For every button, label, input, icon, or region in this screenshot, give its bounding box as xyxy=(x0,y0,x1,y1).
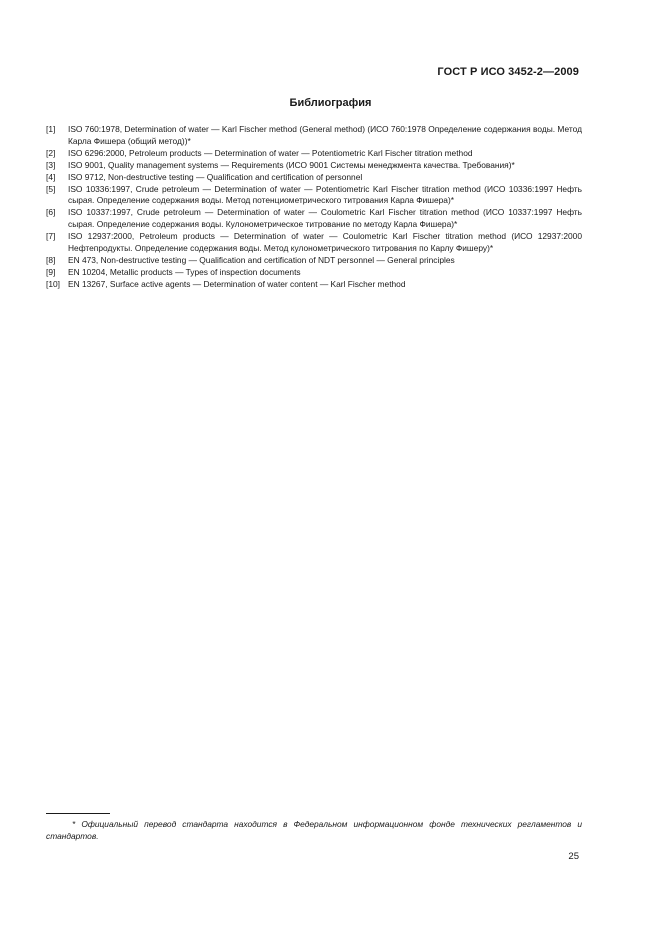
reference-number: [5] xyxy=(46,183,56,194)
page-title: Библиография xyxy=(289,97,372,109)
footnote: * Официальный перевод стандарта находится в Федеральном информационном фонде технических регламентов и стандартов. xyxy=(46,819,582,841)
page-number: 25 xyxy=(568,851,579,862)
reference-number: [1] xyxy=(46,124,56,134)
reference-item xyxy=(46,255,582,267)
reference-text: EN 473, Non-destructive testing — Qualification and certification of NDT personnel — General principles xyxy=(68,254,455,265)
reference-item xyxy=(46,184,582,208)
reference-item xyxy=(46,124,582,148)
reference-text: ISO 9001, Quality management systems — Requirements (ИСО 9001 Системы менеджмента качества. Требования)* xyxy=(68,159,515,170)
reference-text: EN 13267, Surface active agents — Determination of water content — Karl Fischer method xyxy=(68,278,406,289)
reference-text: EN 10204, Metallic products — Types of inspection documents xyxy=(68,266,301,277)
reference-list xyxy=(46,124,582,291)
reference-number: [6] xyxy=(46,207,56,218)
reference-number: [3] xyxy=(46,159,56,170)
reference-item xyxy=(46,231,582,255)
reference-text: ISO 6296:2000, Petroleum products — Determination of water — Potentiometric Karl Fischer titration method xyxy=(68,147,473,158)
reference-item xyxy=(46,160,582,172)
reference-number: [8] xyxy=(46,254,56,265)
reference-text: ISO 10337:1997, Crude petroleum — Determination of water — Coulometric Karl Fischer titration method (ИСО 10337:1997 Нефть сырая. Определение содержания воды. Кулонометрическое титрование по методу Карла Фишера)* xyxy=(68,207,582,230)
reference-number: [4] xyxy=(46,171,56,182)
reference-text: ISO 9712, Non-destructive testing — Qualification and certification of personnel xyxy=(68,171,363,182)
reference-number: [9] xyxy=(46,266,56,277)
reference-item xyxy=(46,279,582,291)
document-header: ГОСТ Р ИСО 3452-2—2009 xyxy=(437,66,579,78)
footnote-divider xyxy=(46,813,110,814)
reference-text: ISO 12937:2000, Petroleum products — Determination of water — Coulometric Karl Fischer titration method (ИСО 12937:2000 Нефтепродукты. Определение содержания воды. Метод кулонометрического титрования по Карлу Фишеру)* xyxy=(68,231,582,254)
reference-text: ISO 10336:1997, Crude petroleum — Determination of water — Potentiometric Karl Fischer titration method (ИСО 10336:1997 Нефть сырая. Определение содержания воды. Метод потенциометрического титрования Карла Фишера)* xyxy=(68,183,582,206)
reference-item xyxy=(46,148,582,160)
reference-item xyxy=(46,172,582,184)
reference-item xyxy=(46,207,582,231)
reference-number: [2] xyxy=(46,147,56,158)
reference-text: ISO 760:1978, Determination of water — Karl Fischer method (General method) (ИСО 760:1978 Определение содержания воды. Метод Карла Фишера (общий метод))* xyxy=(68,124,582,146)
reference-item xyxy=(46,267,582,279)
reference-number: [7] xyxy=(46,231,56,242)
reference-number: [10] xyxy=(46,278,60,289)
